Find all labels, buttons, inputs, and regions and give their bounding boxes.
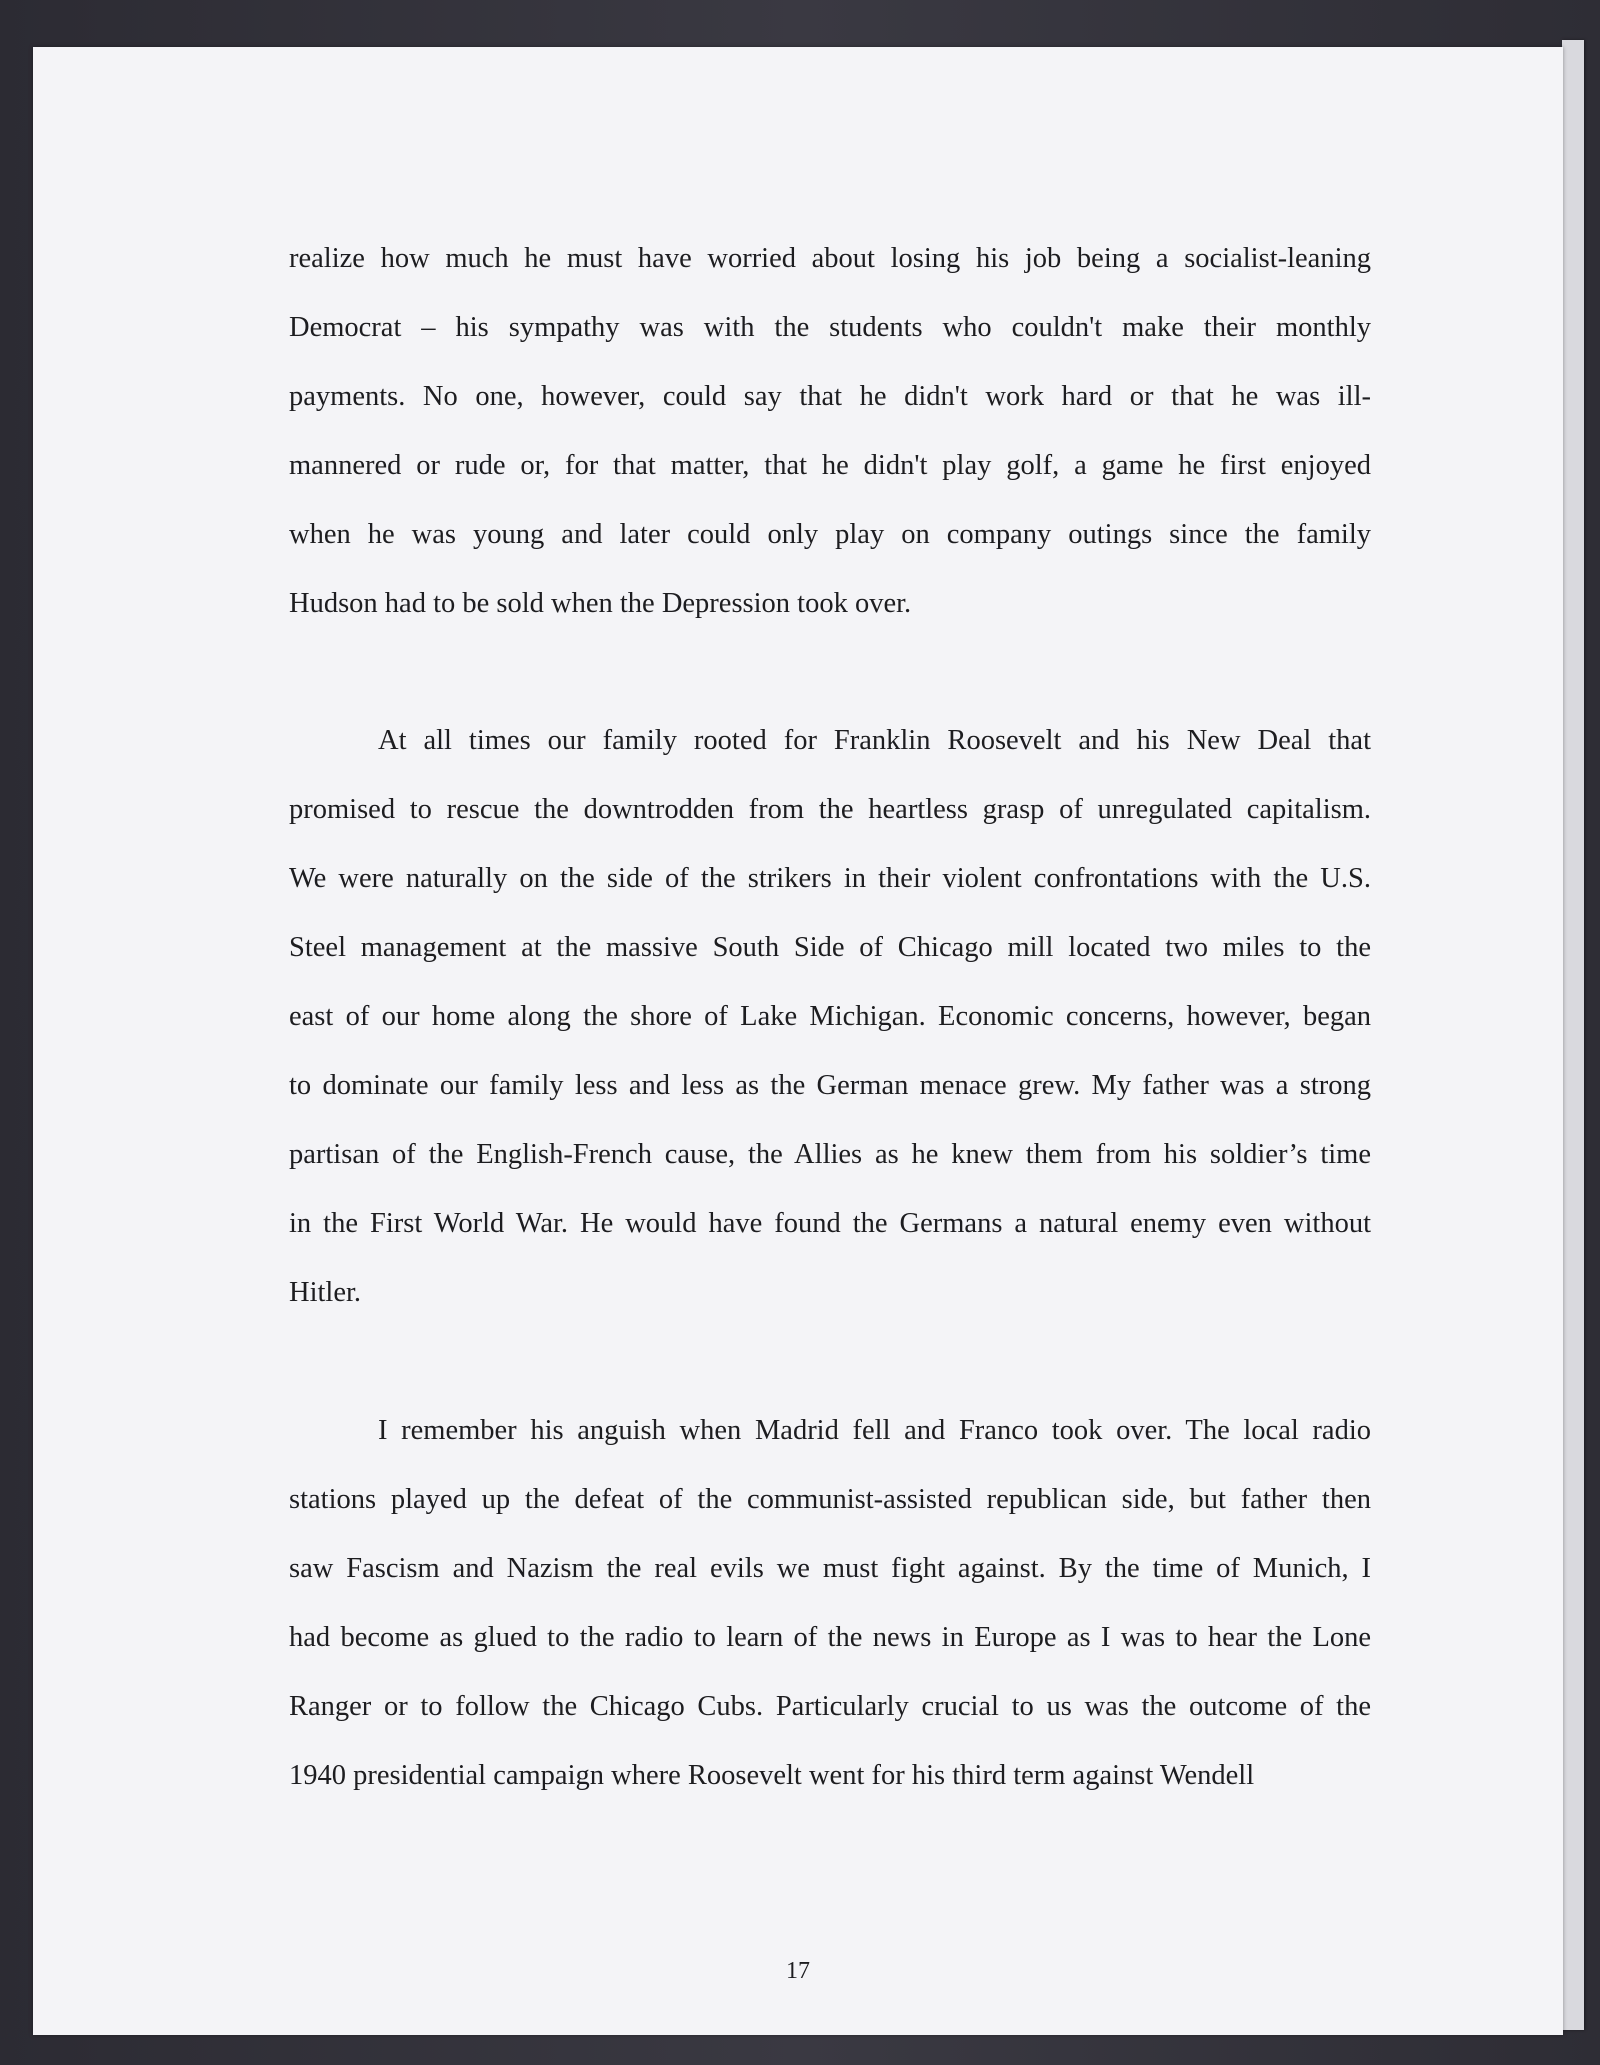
text-line: stations played up the defeat of the communist-assisted republican side, but father then [289,1484,1371,1515]
text-line: partisan of the English-French cause, the Allies as he knew them from his soldier’s time [289,1139,1371,1170]
paragraph-2 [289,706,1371,1327]
text-line: mannered or rude or, for that matter, that he didn't play golf, a game he first enjoyed [289,450,1371,481]
text-line: Ranger or to follow the Chicago Cubs. Particularly crucial to us was the outcome of the [289,1691,1371,1722]
text-line: had become as glued to the radio to learn of the news in Europe as I was to hear the Lone [289,1622,1371,1653]
text-line: Hitler. [289,1277,362,1308]
text-line: saw Fascism and Nazism the real evils we must fight against. By the time of Munich, I [289,1553,1371,1584]
text-line: to dominate our family less and less as the German menace grew. My father was a strong [289,1070,1371,1101]
text-line: At all times our family rooted for Franklin Roosevelt and his New Deal that [378,725,1371,756]
text-line: in the First World War. He would have found the Germans a natural enemy even without [289,1208,1371,1239]
text-line: I remember his anguish when Madrid fell and Franco took over. The local radio [378,1415,1371,1446]
paragraph-1 [289,224,1371,638]
text-line: realize how much he must have worried about losing his job being a socialist-leaning [289,243,1371,274]
text-line: promised to rescue the downtrodden from the heartless grasp of unregulated capitalism. [289,794,1371,825]
paragraph-3 [289,1396,1371,1810]
page-number: 17 [786,1958,810,1984]
text-line: east of our home along the shore of Lake Michigan. Economic concerns, however, began [289,1001,1371,1032]
text-line: We were naturally on the side of the strikers in their violent confrontations with the U.S. [289,863,1371,894]
text-line: Steel management at the massive South Side of Chicago mill located two miles to the [289,932,1371,963]
text-line: when he was young and later could only play on company outings since the family [289,519,1371,550]
underlying-sheet-edge [1562,40,1584,2030]
text-line: Hudson had to be sold when the Depression took over. [289,588,912,619]
text-line: Democrat – his sympathy was with the students who couldn't make their monthly [289,312,1371,343]
text-line: payments. No one, however, could say that he didn't work hard or that he was ill- [289,381,1371,412]
text-line: 1940 presidential campaign where Roosevelt went for his third term against Wendell [289,1760,1255,1791]
document-page [33,47,1563,2035]
